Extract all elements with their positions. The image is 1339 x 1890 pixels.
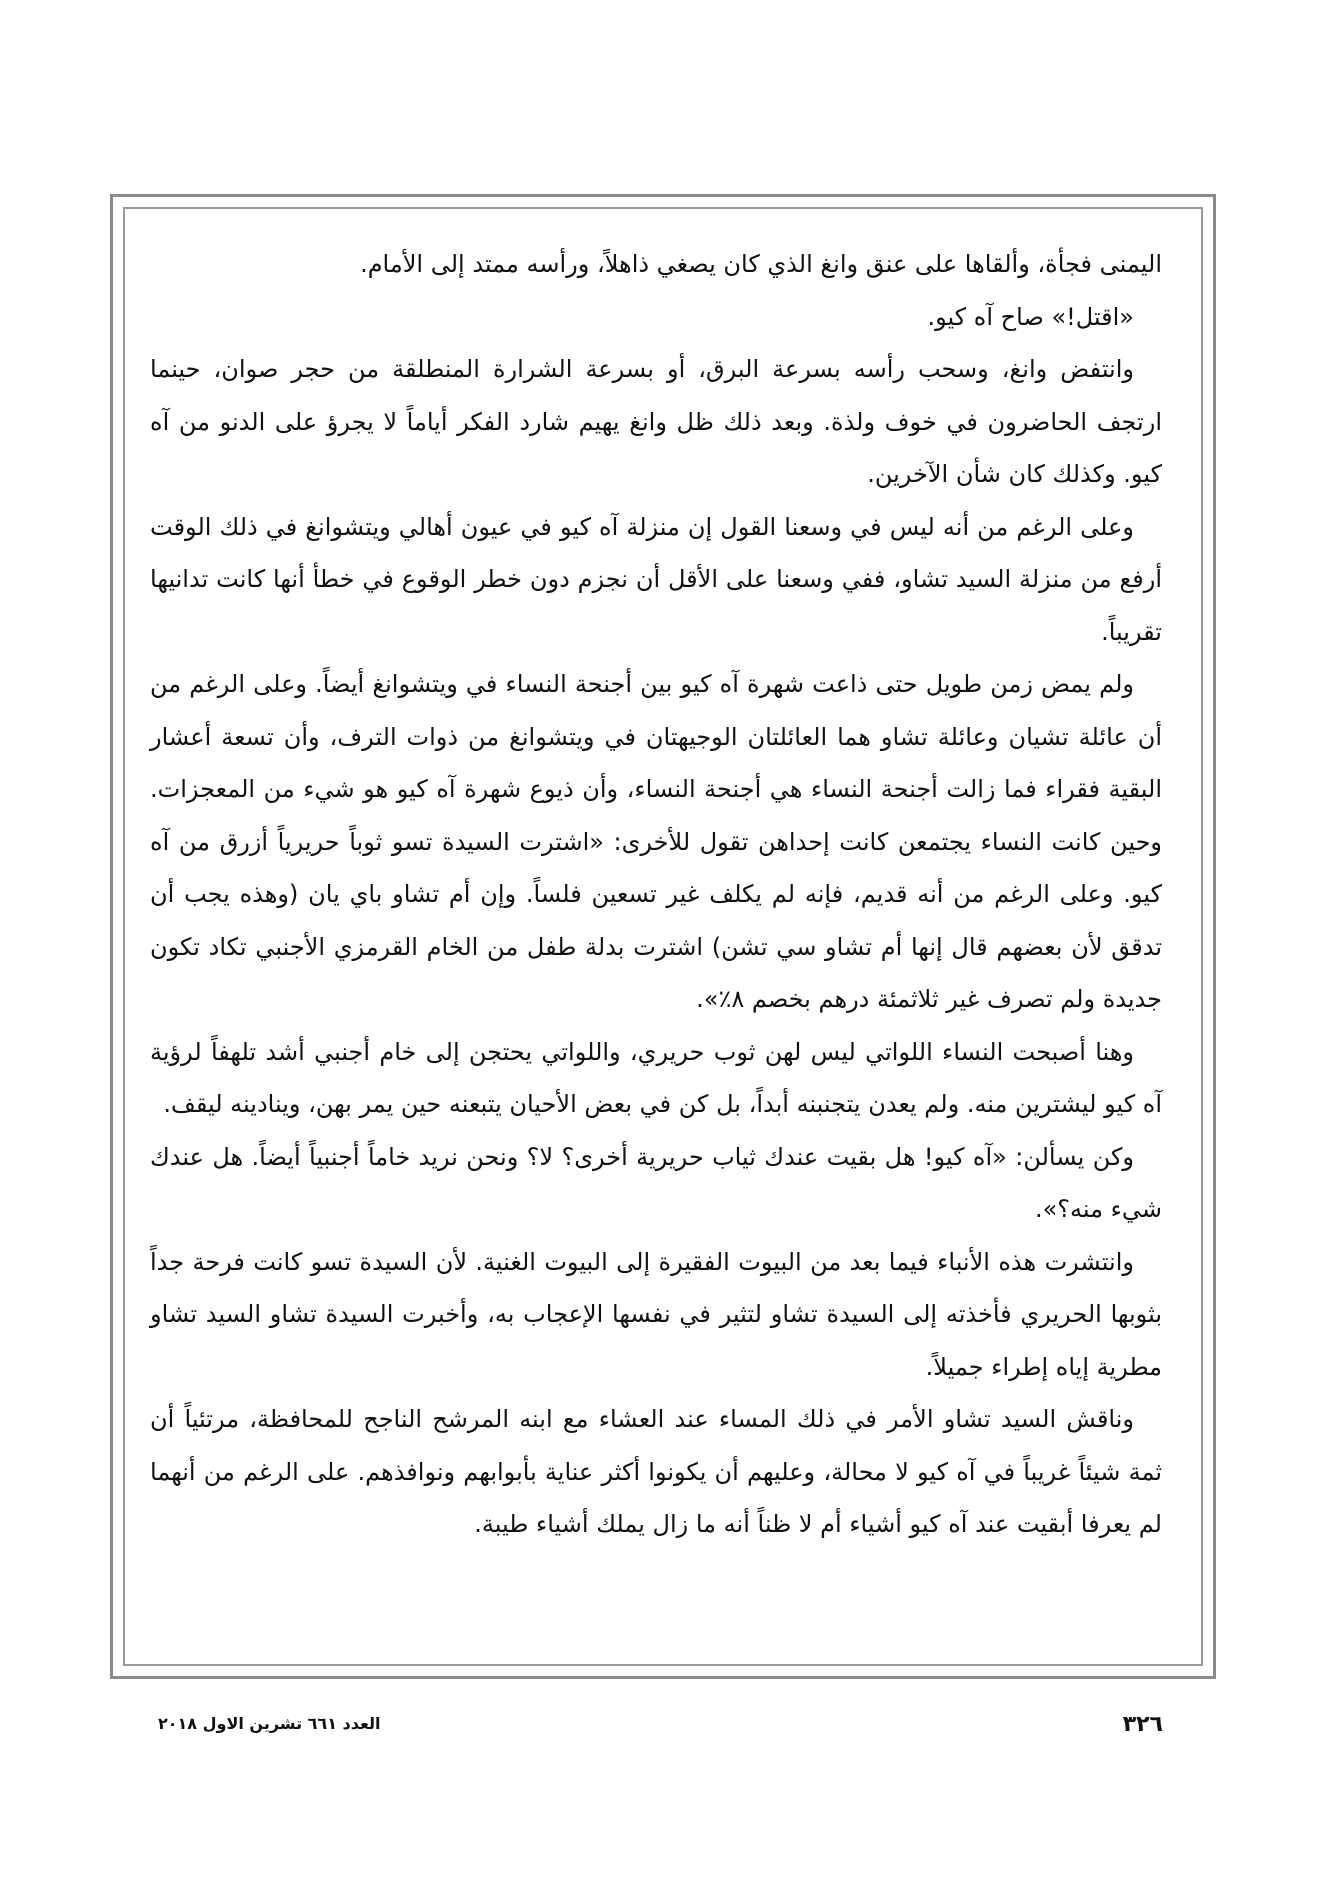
- paragraph: وانتشرت هذه الأنباء فيما بعد من البيوت الفقيرة إلى البيوت الغنية. لأن السيدة تسو كانت فرحة جداً بثوبها الحريري فأخذته إلى السيدة تشاو لتثير في نفسها الإعجاب به، وأخبرت السيدة تشاو السيد تشاو مطرية إياه إطراء جميلاً.: [150, 1247, 1162, 1381]
- page-footer: [0, 1712, 1339, 1752]
- paragraph: اليمنى فجأة، وألقاها على عنق وانغ الذي كان يصغي ذاهلاً، ورأسه ممتد إلى الأمام.: [360, 250, 1162, 278]
- paragraph: وكن يسألن: «آه كيو! هل بقيت عندك ثياب حريرية أخرى؟ لا؟ ونحن نريد خاماً أجنبياً أيضاً. هل عندك شيء منه؟».: [150, 1142, 1162, 1223]
- page-number: ٣٢٦: [1122, 1712, 1163, 1737]
- paragraph: «اقتل!» صاح آه كيو.: [927, 302, 1134, 331]
- paragraph: وعلى الرغم من أنه ليس في وسعنا القول إن منزلة آه كيو في عيون أهالي ويتشوانغ في ذلك الوقت أرفع من منزلة السيد تشاو، ففي وسعنا على الأقل أن نجزم دون خطر الوقوع في خطأ أنها كانت تدانيها تقريباً.: [150, 512, 1162, 646]
- paragraph: وهنا أصبحت النساء اللواتي ليس لهن ثوب حريري، واللواتي يحتجن إلى خام أجنبي أشد تلهفاً لرؤية آه كيو ليشترين منه. ولم يعدن يتجنبنه أبداً، بل كن في بعض الأحيان يتبعنه حين يمر بهن، وينادينه ليقف.: [150, 1037, 1162, 1118]
- issue-info: العدد ٦٦١ تشرين الاول ٢٠١٨: [158, 1714, 381, 1733]
- paragraph: وانتفض وانغ، وسحب رأسه بسرعة البرق، أو بسرعة الشرارة المنطلقة من حجر صوان، حينما ارتجف الحاضرون في خوف ولذة. وبعد ذلك ظل وانغ يهيم شارد الفكر أياماً لا يجرؤ على الدنو من آه كيو. وكذلك كان شأن الآخرين.: [150, 355, 1162, 488]
- paragraph: وناقش السيد تشاو الأمر في ذلك المساء عند العشاء مع ابنه المرشح الناجح للمحافظة، مرتئياً أن ثمة شيئاً غريباً في آه كيو لا محالة، وعليهم أن يكونوا أكثر عناية بأبوابهم ونوافذهم. على الرغم من أنهما لم يعرفا أبقيت عند آه كيو أشياء أم لا ظناً أنه ما زال يملك أشياء طيبة.: [150, 1405, 1162, 1538]
- paragraph: ولم يمض زمن طويل حتى ذاعت شهرة آه كيو بين أجنحة النساء في ويتشوانغ أيضاً. وعلى الرغم من أن عائلة تشيان وعائلة تشاو هما العائلتان الوجيهتان في ويتشوانغ من ذوات الترف، وأن تسعة أعشار البقية فقراء فما زالت أجنحة النساء هي أجنحة النساء، وأن ذيوع شهرة آه كيو هو شيء من المعجزات. وحين كانت النساء يجتمعن كانت إحداهن تقول للأخرى: «اشترت السيدة تسو ثوباً حريرياً أزرق من آه كيو. وعلى الرغم من أنه قديم، فإنه لم يكلف غير تسعين فلساً. وإن أم تشاو باي يان (وهذه يجب أن تدقق لأن بعضهم قال إنها أم تشاو سي تشن) اشترت بدلة طفل من الخام القرمزي الأجنبي تكاد تكون جديدة ولم تصرف غير ثلاثمئة درهم بخصم ٨٪».: [150, 670, 1162, 1013]
- article-body: [150, 238, 1162, 1551]
